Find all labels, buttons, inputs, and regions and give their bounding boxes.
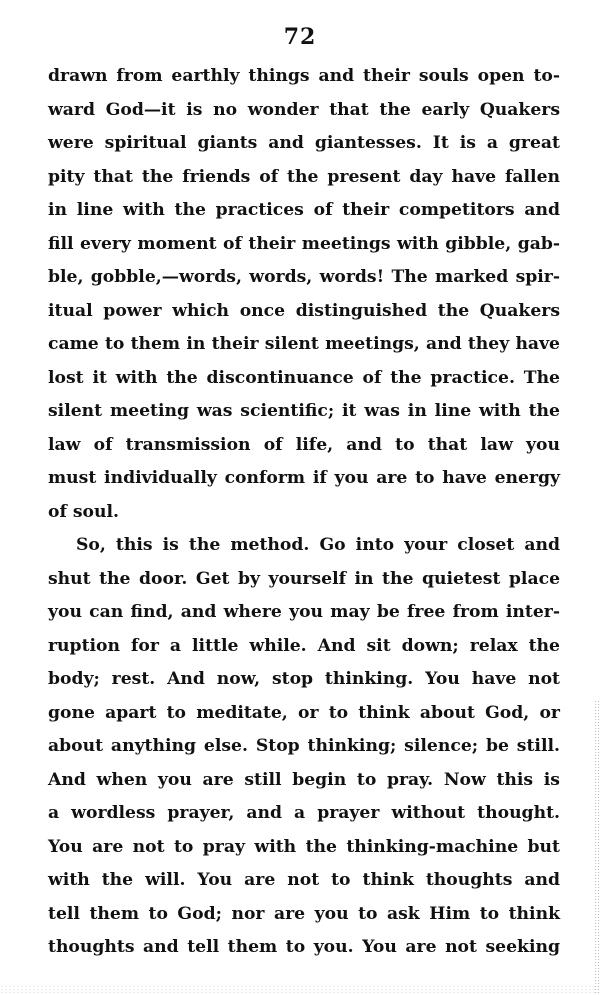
text-line: a wordless prayer, and a prayer without thought.: [48, 803, 560, 823]
text-line: body; rest. And now, stop thinking. You have not: [48, 669, 560, 689]
text-line: you can find, and where you may be free from inter-: [48, 602, 560, 622]
text-line: itual power which once distinguished the Quakers: [48, 300, 560, 321]
text-line: ble, gobble,—words, words, words! The marked spir-: [48, 267, 560, 287]
text-line: tell them to God; nor are you to ask Him to think: [48, 903, 560, 924]
text-line: came to them in their silent meetings, and they have: [48, 334, 560, 354]
text-line: with the will. You are not to think thoughts and: [48, 870, 560, 890]
text-line: shut the door. Get by yourself in the quietest place: [48, 568, 560, 589]
body-text: [48, 60, 560, 965]
text-line: fill every moment of their meetings with gibble, gab-: [48, 233, 560, 254]
text-line: ward God—it is no wonder that the early Quakers: [48, 99, 560, 120]
scan-noise-right: [594, 700, 600, 995]
text-line: law of transmission of life, and to that law you: [48, 434, 560, 455]
text-line: ruption for a little while. And sit down; relax the: [48, 635, 560, 656]
page-number: 72: [283, 24, 317, 50]
text-line: You are not to pray with the thinking-machine but: [48, 836, 560, 857]
text-line: So, this is the method. Go into your closet and: [76, 535, 560, 555]
text-line: thoughts and tell them to you. You are not seeking: [48, 937, 560, 957]
text-line: must individually conform if you are to have energy: [48, 468, 560, 488]
text-line: were spiritual giants and giantesses. It is a great: [48, 133, 560, 153]
text-line: And when you are still begin to pray. Now this is: [48, 769, 560, 790]
text-line: gone apart to meditate, or to think about God, or: [48, 702, 560, 723]
text-line: about anything else. Stop thinking; silence; be still.: [48, 736, 560, 756]
text-line: in line with the practices of their competitors and: [48, 200, 560, 220]
text-line: silent meeting was scientific; it was in line with the: [48, 401, 560, 421]
text-line: pity that the friends of the present day have fallen: [48, 166, 560, 187]
text-line: of soul.: [48, 501, 119, 522]
text-line: drawn from earthly things and their souls open to-: [48, 66, 560, 86]
scan-noise-bottom: [0, 985, 600, 995]
text-line: lost it with the discontinuance of the practice. The: [48, 367, 560, 388]
